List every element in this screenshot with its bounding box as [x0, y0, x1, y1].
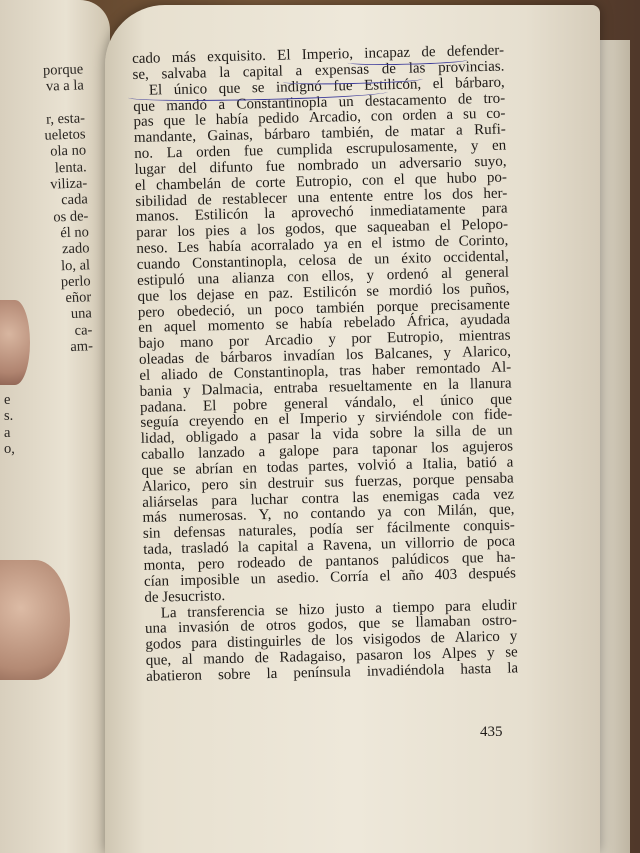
text-line-content: cado más exquisito. El Imperio, incapaz de defender-	[131, 42, 505, 67]
page-number: 435	[480, 724, 503, 740]
text-line: r, esta-	[45, 110, 86, 128]
text-line-content: sibilidad de restablecer una entente entre los dos her-	[135, 185, 508, 210]
text-line: lenta.	[54, 159, 87, 177]
text-line: zado	[61, 240, 90, 258]
text-line: porque	[42, 61, 84, 79]
text-line: viliza-	[49, 175, 88, 193]
text-line-content: Alarico, pero sin destruir sus fuerzas, porque pensaba	[141, 470, 514, 495]
left-page	[0, 0, 110, 853]
text-line-content: bania y Dalmacia, entraba resueltamente en la llanura	[139, 375, 512, 400]
text-line-content: el chambelán de corte Eutropio, con el que hubo po-	[134, 169, 508, 194]
text-line	[43, 94, 85, 112]
text-line-content: lugar del difunto fue nombrado un adversario suyo,	[134, 153, 507, 178]
text-line: él no	[59, 224, 90, 242]
text-line: s.	[4, 408, 14, 425]
text-line-content: pero obedeció, un poco también porque precisamente	[137, 295, 510, 321]
text-line-content: neso. Les había acorralado ya en el istmo de Corinto,	[136, 232, 509, 258]
text-line: os de-	[52, 207, 89, 226]
text-line-content: La transferencia se hizo justo a tiempo para eludir	[160, 596, 517, 622]
text-line: cada	[60, 191, 88, 209]
right-page-text	[132, 44, 518, 686]
text-line-content: que se abrían en todas partes, volvió a Italia, batió a	[141, 454, 514, 479]
text-line: va a la	[45, 77, 84, 95]
text-line-content: cían imposible un asedio. Corría el año 403 después	[143, 565, 517, 590]
text-line: e	[4, 392, 11, 408]
text-line-content: una invasión de otros godos, que se llamaban ostro-	[144, 612, 518, 638]
text-line: ca-	[74, 321, 93, 339]
text-line-content: padana. El pobre general vándalo, el único que	[139, 391, 513, 416]
page-edges	[600, 40, 630, 853]
text-line-content: sin defensas naturales, podía ser fácilmente conquis-	[142, 517, 516, 543]
text-line-content: no. La orden fue cumplida escrupulosamente, y en	[134, 137, 507, 163]
text-line-content: que, al mando de Radagaiso, pasaron los Alpes y se	[145, 644, 518, 669]
text-line: lo, al	[60, 256, 91, 274]
text-line-content: godos para distinguirles de los visigodos de Alarico y	[145, 628, 518, 654]
text-line-content: que los dejase en paz. Estilicón se mordió los puños,	[137, 280, 510, 305]
thumb	[0, 300, 30, 385]
text-line-content: aliárselas para luchar contra las enemigas cada vez	[142, 486, 515, 511]
text-line-content: pas que le había pedido Arcadio, con orden a su co-	[133, 105, 506, 131]
text-line: am-	[70, 338, 94, 356]
text-line-content: parar los pies a los godos, que saqueaban el Pelopo-	[135, 216, 509, 242]
text-line-content: cuando Constantinopla, celosa de un éxito occidental,	[136, 248, 509, 273]
text-line: ueletos	[44, 126, 86, 144]
text-line: eñor	[65, 289, 92, 307]
text-line-content: lidad, obligado a pasar la vida sobre la silla de un	[140, 422, 513, 448]
text-line-content: seguía creyendo en el Imperio y sirviéndole con fide-	[140, 406, 513, 432]
text-line: a	[4, 424, 11, 441]
text-line-content: se, salvaba la capital a expensas de las provincias.	[132, 58, 505, 83]
left-page-text	[42, 61, 93, 356]
text-line-content: oleadas de bárbaros invadían los Balcanes, y Alarico,	[138, 343, 512, 368]
text-line-content: estipuló una alianza con ellos, y ordenó al general	[137, 264, 510, 289]
text-line-content: El único que se indignó fue Estilicón, el bárbaro,	[148, 74, 505, 99]
text-line-content: más numerosas. Y, no contando ya con Milán, que,	[142, 501, 515, 527]
text-line-content: bajo mano por Arcadio y por Eutropio, mientras	[138, 327, 511, 353]
text-line-content: en aquel momento se había rebelado África, ayudada	[138, 311, 511, 337]
text-line-content: manos. Estilicón la aprovechó inmediatamente para	[135, 200, 508, 226]
text-line-content: caballo lanzado a galope para taponar los agujeros	[140, 438, 514, 463]
text-line-content: abatieron sobre la península invadiéndola hasta la	[145, 660, 519, 685]
finger	[0, 560, 70, 680]
text-line-content: de Jesucristo.	[144, 587, 226, 606]
text-line: perlo	[60, 273, 91, 291]
text-line-content: que mandó a Constantinopla un destacamento de tro-	[133, 90, 506, 115]
text-line-content: monta, pero rodeado de pantanos palúdicos que ha-	[143, 549, 516, 574]
text-line: ola no	[49, 142, 87, 161]
left-page-text-lower	[4, 392, 15, 457]
text-line-content: el aliado de Constantinopla, tras haber remontado Al-	[139, 359, 512, 384]
text-line-content: tada, trasladó la capital a Ravena, un villorrio de poca	[143, 533, 516, 559]
text-line-content: mandante, Gainas, bárbaro también, de matar a Rufi-	[133, 121, 507, 147]
text-line: una	[70, 305, 92, 323]
text-line: o,	[4, 440, 15, 457]
